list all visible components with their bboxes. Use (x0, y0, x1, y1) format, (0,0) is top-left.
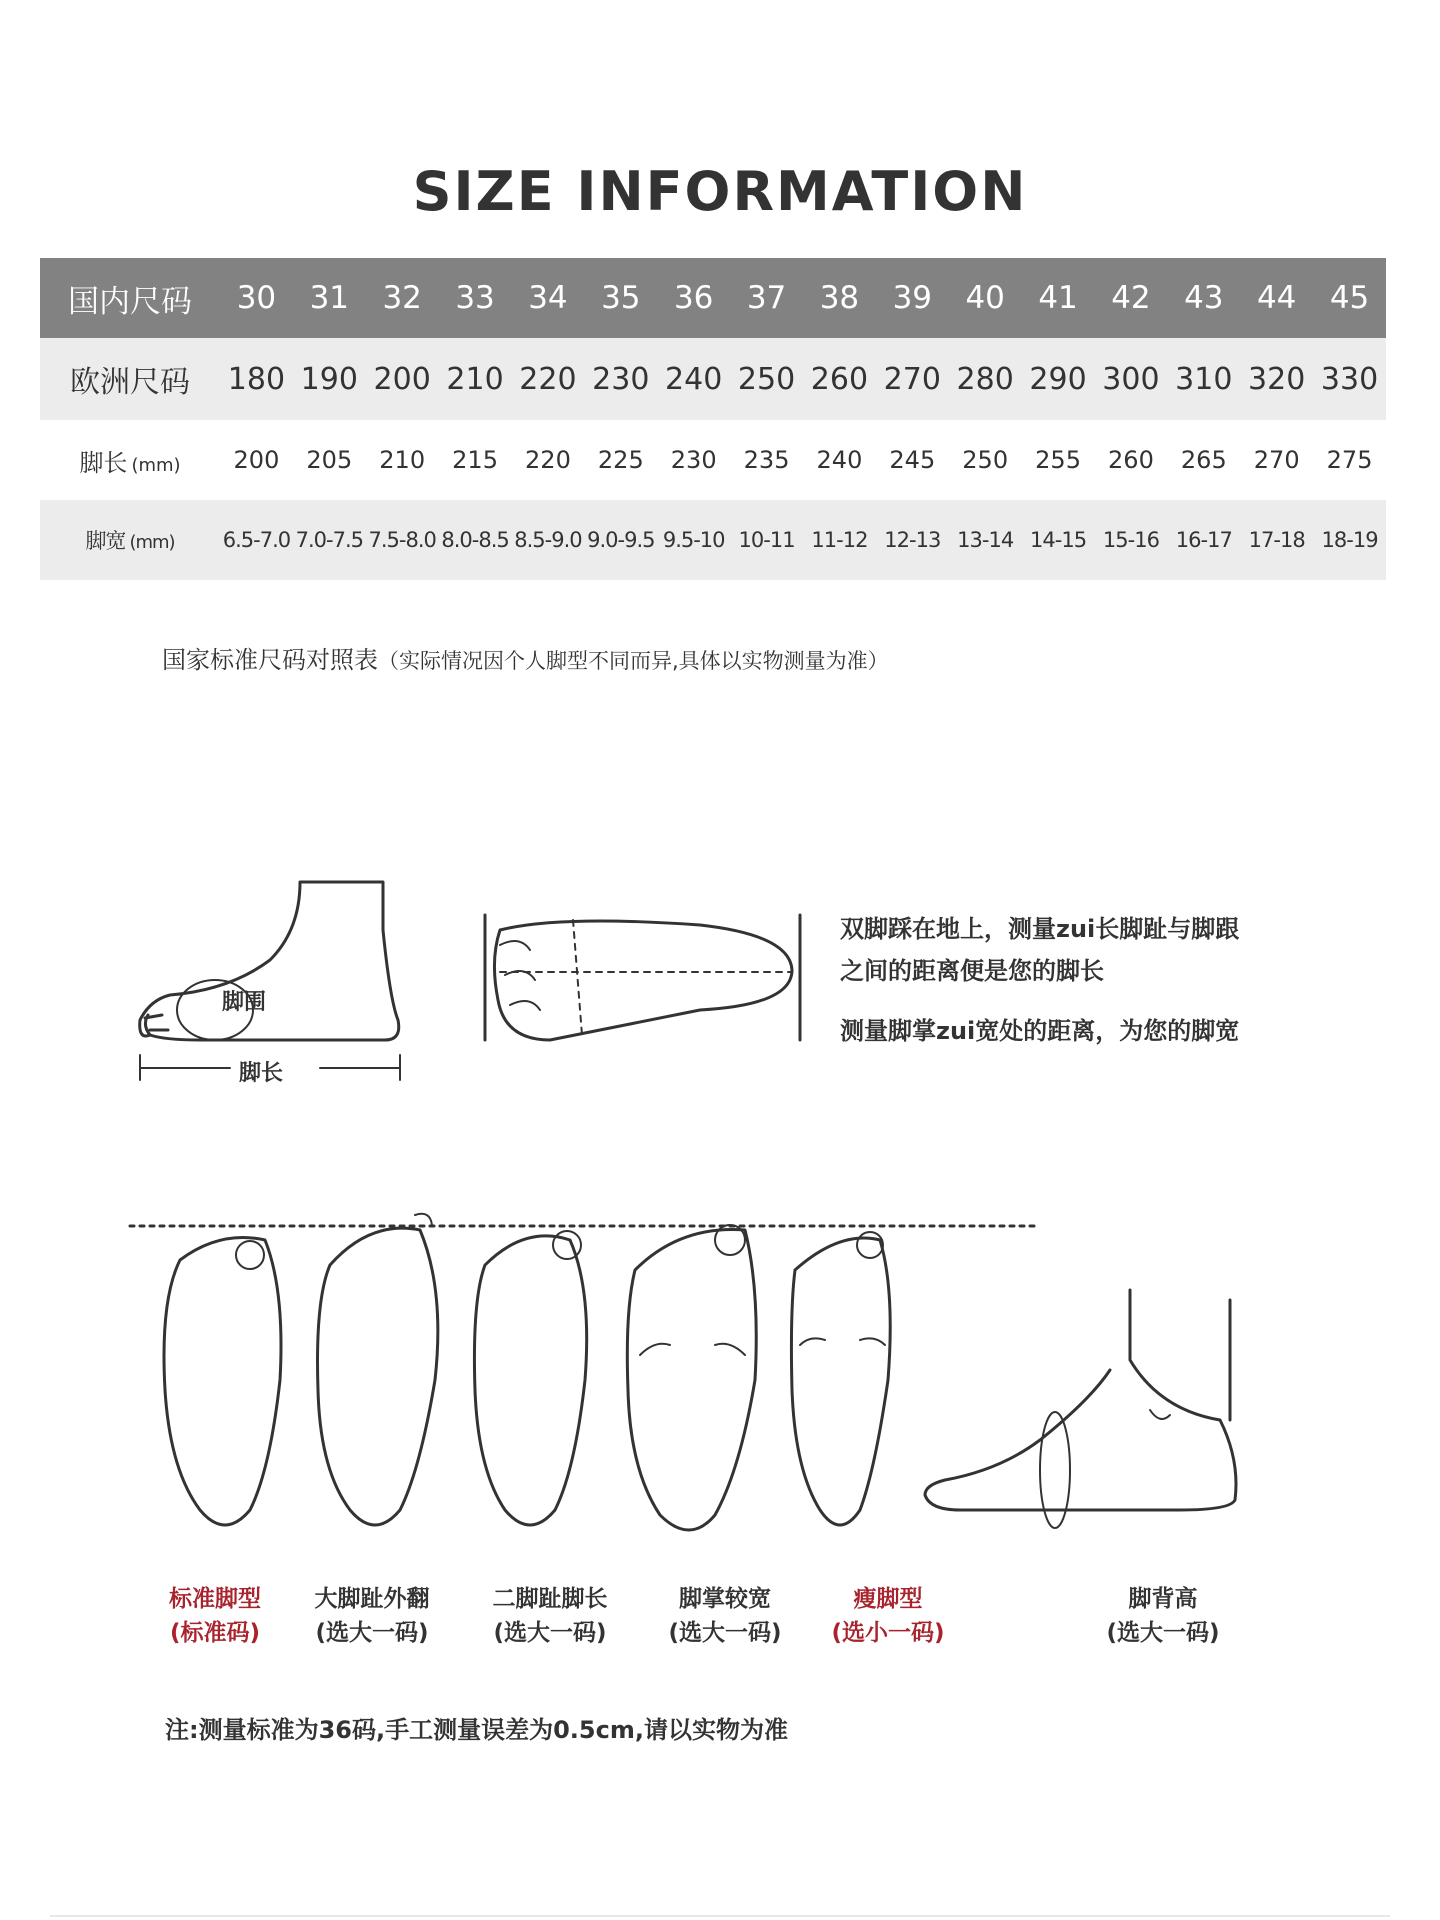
table-cell: 44 (1240, 258, 1313, 338)
table-cell: 43 (1167, 258, 1240, 338)
table-cell: 33 (439, 258, 512, 338)
table-cell: 240 (657, 338, 730, 420)
divider (50, 1915, 1390, 1917)
table-cell: 255 (1022, 420, 1095, 500)
foot-type-label (635, 1582, 815, 1650)
table-cell: 190 (293, 338, 366, 420)
foot-length-label: 脚长 (235, 1056, 287, 1087)
table-cell: 40 (949, 258, 1022, 338)
table-cell: 300 (1095, 338, 1168, 420)
row-label: 国内尺码 (68, 283, 192, 320)
table-cell: 39 (876, 258, 949, 338)
table-cell: 32 (366, 258, 439, 338)
table-cell: 240 (803, 420, 876, 500)
foot-type-name: 大脚趾外翻 (314, 1586, 430, 1612)
table-cell: 275 (1313, 420, 1386, 500)
table-cell: 16-17 (1167, 500, 1240, 580)
foot-type-name: 脚背高 (1128, 1586, 1198, 1612)
caption-main: 国家标准尺码对照表 (162, 646, 378, 674)
foot-outline-standard (164, 1238, 281, 1526)
table-cell: 200 (366, 338, 439, 420)
table-cell: 7.5-8.0 (366, 500, 439, 580)
table-cell: 36 (657, 258, 730, 338)
table-cell: 6.5-7.0 (220, 500, 293, 580)
table-cell: 10-11 (730, 500, 803, 580)
foot-girth-label: 脚围 (222, 990, 267, 1015)
table-cell: 38 (803, 258, 876, 338)
table-cell: 270 (876, 338, 949, 420)
table-cell: 12-13 (876, 500, 949, 580)
table-cell: 230 (584, 338, 657, 420)
instruction-line-2: 之间的距离便是您的脚长 (840, 957, 1104, 985)
row-unit: (mm) (129, 532, 175, 553)
table-cell: 42 (1095, 258, 1168, 338)
table-cell: 180 (220, 338, 293, 420)
row-label: 脚长 (79, 448, 128, 477)
foot-type-label (125, 1582, 305, 1650)
measure-instructions (840, 908, 1239, 1052)
table-cell: 200 (220, 420, 293, 500)
foot-type-name: 二脚趾脚长 (492, 1586, 608, 1612)
foot-type-advice: (选小一码) (831, 1620, 945, 1646)
table-cell: 11-12 (803, 500, 876, 580)
table-cell: 9.0-9.5 (584, 500, 657, 580)
row-unit: (mm) (131, 454, 181, 476)
table-cell: 235 (730, 420, 803, 500)
bottom-note: 注:测量标准为36码,手工测量误差为0.5cm,请以实物为准 (165, 1716, 788, 1744)
table-cell: 35 (584, 258, 657, 338)
table-cell: 225 (584, 420, 657, 500)
table-cell: 41 (1022, 258, 1095, 338)
table-cell: 215 (439, 420, 512, 500)
table-cell: 220 (512, 420, 585, 500)
table-cell: 210 (366, 420, 439, 500)
table-cell: 18-19 (1313, 500, 1386, 580)
table-cell: 30 (220, 258, 293, 338)
foot-type-advice: (选大一码) (1106, 1620, 1220, 1646)
foot-type-label (1073, 1582, 1253, 1650)
table-cell: 14-15 (1022, 500, 1095, 580)
foot-type-name: 瘦脚型 (853, 1586, 923, 1612)
foot-type-label (282, 1582, 462, 1650)
foot-type-label (798, 1582, 978, 1650)
instruction-line-3: 测量脚掌zui宽处的距离，为您的脚宽 (840, 1017, 1240, 1045)
table-cell: 250 (949, 420, 1022, 500)
table-cell: 280 (949, 338, 1022, 420)
side-foot-illustration (140, 882, 400, 1080)
foot-outline-narrow (791, 1232, 890, 1525)
foot-outline-second-toe (474, 1231, 586, 1525)
foot-outline-high-instep (925, 1290, 1236, 1528)
caption-sub: （实际情况因个人脚型不同而异,具体以实物测量为准） (378, 649, 889, 673)
instruction-line-1: 双脚踩在地上，测量zui长脚趾与脚跟 (840, 915, 1240, 943)
page-title: SIZE INFORMATION (412, 160, 1028, 223)
table-cell: 260 (803, 338, 876, 420)
table-cell: 330 (1313, 338, 1386, 420)
foot-type-advice: (标准码) (169, 1620, 261, 1646)
table-cell: 8.0-8.5 (439, 500, 512, 580)
row-label: 欧洲尺码 (70, 365, 190, 400)
foot-type-name: 标准脚型 (169, 1586, 261, 1612)
row-label: 脚宽 (85, 529, 126, 553)
table-cell: 260 (1095, 420, 1168, 500)
foot-type-advice: (选大一码) (668, 1620, 782, 1646)
foot-type-advice: (选大一码) (493, 1620, 607, 1646)
table-cell: 17-18 (1240, 500, 1313, 580)
table-cell: 7.0-7.5 (293, 500, 366, 580)
table-cell: 31 (293, 258, 366, 338)
top-foot-illustration (485, 915, 800, 1040)
table-cell: 265 (1167, 420, 1240, 500)
foot-type-advice: (选大一码) (315, 1620, 429, 1646)
table-cell: 320 (1240, 338, 1313, 420)
table-cell: 290 (1022, 338, 1095, 420)
table-cell: 45 (1313, 258, 1386, 338)
table-cell: 13-14 (949, 500, 1022, 580)
table-cell: 15-16 (1095, 500, 1168, 580)
foot-outline-bunion (318, 1214, 438, 1525)
table-cell: 37 (730, 258, 803, 338)
table-cell: 220 (512, 338, 585, 420)
foot-type-label (460, 1582, 640, 1650)
table-cell: 245 (876, 420, 949, 500)
table-cell: 34 (512, 258, 585, 338)
table-cell: 250 (730, 338, 803, 420)
foot-type-name: 脚掌较宽 (679, 1586, 771, 1612)
table-cell: 310 (1167, 338, 1240, 420)
table-cell: 9.5-10 (657, 500, 730, 580)
table-cell: 8.5-9.0 (512, 500, 585, 580)
table-cell: 205 (293, 420, 366, 500)
table-cell: 210 (439, 338, 512, 420)
foot-outline-wide (627, 1225, 756, 1530)
table-cell: 270 (1240, 420, 1313, 500)
table-cell: 230 (657, 420, 730, 500)
